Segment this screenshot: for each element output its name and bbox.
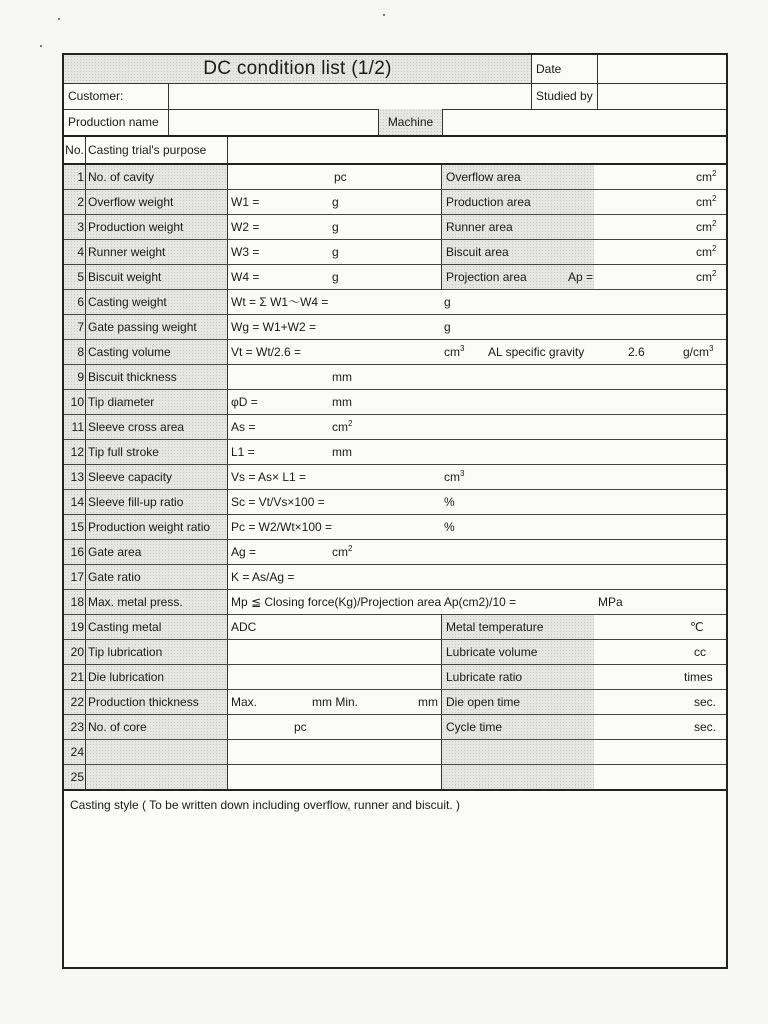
row-formula xyxy=(231,390,258,414)
row-unit xyxy=(418,690,438,714)
page-title: DC condition list (1/2) xyxy=(64,55,532,83)
row-item-label: Production weight ratio xyxy=(86,515,228,539)
table-row xyxy=(64,165,726,190)
no-header: No. xyxy=(64,137,86,163)
right-unit-text: sec. xyxy=(694,720,717,734)
right-unit xyxy=(696,265,716,289)
customer-label: Customer: xyxy=(64,83,169,109)
right-unit-exponent: 2 xyxy=(712,219,717,228)
row-unit xyxy=(444,465,464,489)
right-unit-text: cm xyxy=(696,270,712,284)
row-value-field[interactable] xyxy=(228,665,442,689)
row-item-label: Biscuit thickness xyxy=(86,365,228,389)
right-label-text: Lubricate ratio xyxy=(446,670,523,684)
row-formula-text: Ag = xyxy=(231,545,257,559)
row-value-field[interactable] xyxy=(228,165,442,189)
right-unit-text: cc xyxy=(694,645,706,659)
gravity-unit-text: g/cm xyxy=(683,345,710,359)
row-unit-exponent: 3 xyxy=(460,469,465,478)
row-number: 9 xyxy=(64,365,86,389)
row-formula xyxy=(231,615,256,639)
right-label-text: Metal temperature xyxy=(446,620,544,634)
row-unit xyxy=(332,190,339,214)
row-formula-text: Mp ≦ Closing force(Kg)/Projection area Ap(cm2)/10 = xyxy=(231,595,517,609)
row-unit-text: mm xyxy=(332,445,352,459)
right-unit xyxy=(696,240,716,264)
right-label xyxy=(442,265,594,289)
row-value-field[interactable] xyxy=(228,315,726,339)
row-value-field[interactable] xyxy=(228,590,726,614)
right-label-text: Biscuit area xyxy=(446,245,509,259)
table-row xyxy=(64,415,726,440)
right-value-field[interactable] xyxy=(594,715,726,739)
right-label xyxy=(442,690,594,714)
gravity-label-text: AL specific gravity xyxy=(488,345,585,359)
row-item-label: Gate passing weight xyxy=(86,315,228,339)
header-row-production xyxy=(64,109,726,135)
gravity-unit xyxy=(683,340,713,364)
table-row xyxy=(64,615,726,640)
row-item-label: Biscuit weight xyxy=(86,265,228,289)
row-value-field[interactable] xyxy=(228,490,726,514)
row-formula-text: L1 = xyxy=(231,445,255,459)
purpose-row xyxy=(64,137,726,165)
right-label-text: Production area xyxy=(446,195,531,209)
row-number: 17 xyxy=(64,565,86,589)
right-label-text: Runner area xyxy=(446,220,513,234)
row-value-field[interactable] xyxy=(228,540,726,564)
row-formula-text: ADC xyxy=(231,620,257,634)
row-formula xyxy=(231,315,316,339)
projection-ap-label: Ap = xyxy=(568,270,594,284)
right-unit xyxy=(694,640,706,664)
row-number: 6 xyxy=(64,290,86,314)
right-unit-text: cm xyxy=(696,245,712,259)
row-item-label: Tip diameter xyxy=(86,390,228,414)
table-row xyxy=(64,690,726,715)
purpose-label: Casting trial's purpose xyxy=(86,137,228,163)
customer-field[interactable] xyxy=(169,83,532,109)
row-unit xyxy=(444,490,455,514)
table-row xyxy=(64,290,726,315)
row-formula-text: W3 = xyxy=(231,245,260,259)
row-unit xyxy=(332,240,339,264)
row-unit xyxy=(294,715,307,739)
row-unit-text: MPa xyxy=(598,595,623,609)
row-number: 5 xyxy=(64,265,86,289)
right-unit xyxy=(694,715,716,739)
table-row xyxy=(64,665,726,690)
row-unit-text: g xyxy=(444,320,451,334)
table-row xyxy=(64,590,726,615)
row-number: 11 xyxy=(64,415,86,439)
table-row xyxy=(64,340,726,365)
row-formula-text: Pc = W2/Wt×100 = xyxy=(231,520,333,534)
right-unit-exponent: 2 xyxy=(712,194,717,203)
row-unit-text: pc xyxy=(294,720,307,734)
production-name-field[interactable] xyxy=(169,109,379,135)
row-unit xyxy=(332,540,352,564)
row-unit-text: cm xyxy=(332,545,348,559)
right-label xyxy=(442,765,594,789)
right-label-text: Cycle time xyxy=(446,720,503,734)
row-number: 8 xyxy=(64,340,86,364)
row-unit xyxy=(332,265,339,289)
row-value-field[interactable] xyxy=(228,565,726,589)
row-value-field[interactable] xyxy=(228,340,726,364)
row-value-field[interactable] xyxy=(228,615,442,639)
row-formula xyxy=(231,290,328,314)
row-number: 12 xyxy=(64,440,86,464)
row-item-label: Sleeve cross area xyxy=(86,415,228,439)
table-row xyxy=(64,540,726,565)
row-item-label: Overflow weight xyxy=(86,190,228,214)
row-number: 24 xyxy=(64,740,86,764)
row-formula-text: Max. xyxy=(231,695,258,709)
right-value-field[interactable] xyxy=(594,615,726,639)
right-value-field[interactable] xyxy=(594,640,726,664)
row-number: 21 xyxy=(64,665,86,689)
right-label xyxy=(442,190,594,214)
row-item-label xyxy=(86,765,228,789)
table-row xyxy=(64,240,726,265)
header-row-title xyxy=(64,55,726,84)
casting-style-label: Casting style ( To be written down including overflow, runner and biscuit. ) xyxy=(70,798,460,812)
row-unit-exponent: 2 xyxy=(348,544,353,553)
row-unit xyxy=(444,290,451,314)
production-name-label: Production name xyxy=(64,109,169,135)
machine-field[interactable] xyxy=(443,109,726,135)
table-row xyxy=(64,740,726,765)
right-label-text: Projection area xyxy=(446,270,527,284)
row-unit xyxy=(334,165,347,189)
right-value-field[interactable] xyxy=(594,265,726,289)
row-item-label: Production weight xyxy=(86,215,228,239)
row-unit xyxy=(444,515,455,539)
right-unit-exponent: 2 xyxy=(712,269,717,278)
row-formula xyxy=(231,415,255,439)
table-row xyxy=(64,515,726,540)
row-formula-text: Sc = Vt/Vs×100 = xyxy=(231,495,325,509)
row-number: 7 xyxy=(64,315,86,339)
row-formula-text: Vt = Wt/2.6 = xyxy=(231,345,302,359)
row-item-label: Gate area xyxy=(86,540,228,564)
row-number: 1 xyxy=(64,165,86,189)
studied-by-label: Studied by xyxy=(532,83,598,109)
row-unit-text: cm xyxy=(444,470,460,484)
row-number: 4 xyxy=(64,240,86,264)
right-label-text: Die open time xyxy=(446,695,521,709)
row-value-field[interactable] xyxy=(228,740,442,764)
row-formula xyxy=(231,490,325,514)
right-unit-text: times xyxy=(684,670,713,684)
row-value-field[interactable] xyxy=(228,265,442,289)
table-row xyxy=(64,640,726,665)
row-number: 15 xyxy=(64,515,86,539)
row-formula-text: W2 = xyxy=(231,220,260,234)
row-value-field[interactable] xyxy=(228,465,726,489)
right-unit-text: cm xyxy=(696,170,712,184)
row-number: 14 xyxy=(64,490,86,514)
row-unit xyxy=(332,365,352,389)
row-formula xyxy=(231,590,516,614)
table-row xyxy=(64,390,726,415)
row-item-label: Casting weight xyxy=(86,290,228,314)
row-unit-text: mm xyxy=(332,370,352,384)
row-number: 2 xyxy=(64,190,86,214)
table-row xyxy=(64,315,726,340)
row-formula xyxy=(231,565,294,589)
row-unit-exponent: 2 xyxy=(348,419,353,428)
right-unit-exponent: 2 xyxy=(712,244,717,253)
row-unit-text: mm xyxy=(332,395,352,409)
right-label xyxy=(442,615,594,639)
right-value-field[interactable] xyxy=(594,665,726,689)
right-label xyxy=(442,215,594,239)
row-formula-text: Wt = Σ W1～W4 = xyxy=(231,295,329,309)
studied-by-field[interactable] xyxy=(598,83,726,109)
row-value-field[interactable] xyxy=(228,390,726,414)
right-label xyxy=(442,740,594,764)
right-label xyxy=(442,165,594,189)
row-item-label: Runner weight xyxy=(86,240,228,264)
right-unit-exponent: 2 xyxy=(712,169,717,178)
row-item-label: Sleeve capacity xyxy=(86,465,228,489)
row-item-label: Max. metal press. xyxy=(86,590,228,614)
row-unit-exponent: 3 xyxy=(460,344,465,353)
date-label: Date xyxy=(532,55,598,83)
condition-table xyxy=(64,165,726,791)
row-formula-text: Vs = As× L1 = xyxy=(231,470,307,484)
right-unit xyxy=(684,665,713,689)
row-formula-text: W1 = xyxy=(231,195,260,209)
table-row xyxy=(64,490,726,515)
row-formula xyxy=(231,540,256,564)
row-item-label: Production thickness xyxy=(86,690,228,714)
row-unit-text: g xyxy=(332,245,339,259)
row-mid-label-text: mm Min. xyxy=(312,695,358,709)
row-item-label: Tip lubrication xyxy=(86,640,228,664)
row-formula xyxy=(231,215,259,239)
right-value-field[interactable] xyxy=(594,190,726,214)
row-number: 23 xyxy=(64,715,86,739)
row-unit-text: pc xyxy=(334,170,347,184)
row-number: 25 xyxy=(64,765,86,789)
row-unit-text: cm xyxy=(444,345,460,359)
row-number: 19 xyxy=(64,615,86,639)
purpose-field[interactable] xyxy=(228,137,726,163)
gravity-value-text: 2.6 xyxy=(628,345,645,359)
right-label xyxy=(442,640,594,664)
row-number: 13 xyxy=(64,465,86,489)
table-row xyxy=(64,465,726,490)
row-value-field[interactable] xyxy=(228,415,726,439)
row-number: 20 xyxy=(64,640,86,664)
row-formula xyxy=(231,465,306,489)
casting-style-area[interactable] xyxy=(64,791,726,1003)
row-formula xyxy=(231,690,257,714)
row-unit xyxy=(444,315,451,339)
right-value-field[interactable] xyxy=(594,215,726,239)
gravity-unit-exponent: 3 xyxy=(709,344,714,353)
header-row-customer xyxy=(64,83,726,110)
row-value-field[interactable] xyxy=(228,715,442,739)
right-value-field[interactable] xyxy=(594,740,726,764)
right-value-field[interactable] xyxy=(594,765,726,789)
row-value-field[interactable] xyxy=(228,690,442,714)
row-value-field[interactable] xyxy=(228,440,726,464)
right-unit xyxy=(696,215,716,239)
row-value-field[interactable] xyxy=(228,515,726,539)
row-number: 3 xyxy=(64,215,86,239)
row-value-field[interactable] xyxy=(228,365,726,389)
table-row xyxy=(64,365,726,390)
row-unit-text: cm xyxy=(332,420,348,434)
row-number: 18 xyxy=(64,590,86,614)
right-unit-text: sec. xyxy=(694,695,717,709)
row-formula-text: W4 = xyxy=(231,270,260,284)
right-value-field[interactable] xyxy=(594,165,726,189)
row-unit-text: g xyxy=(444,295,451,309)
table-row xyxy=(64,565,726,590)
row-unit xyxy=(332,440,352,464)
right-value-field[interactable] xyxy=(594,690,726,714)
row-mid-label xyxy=(312,690,358,714)
table-row xyxy=(64,190,726,215)
row-formula-text: K = As/Ag = xyxy=(231,570,295,584)
right-unit-text: cm xyxy=(696,195,712,209)
row-unit-text: g xyxy=(332,270,339,284)
right-label xyxy=(442,240,594,264)
row-formula xyxy=(231,440,255,464)
right-unit xyxy=(696,165,716,189)
row-item-label: No. of cavity xyxy=(86,165,228,189)
row-item-label: Casting metal xyxy=(86,615,228,639)
right-unit xyxy=(696,190,716,214)
row-unit-text: g xyxy=(332,195,339,209)
row-item-label xyxy=(86,740,228,764)
right-unit-text: ℃ xyxy=(690,620,704,634)
machine-label: Machine xyxy=(379,109,443,135)
row-formula xyxy=(231,240,259,264)
right-label xyxy=(442,715,594,739)
row-item-label: Tip full stroke xyxy=(86,440,228,464)
row-number: 16 xyxy=(64,540,86,564)
table-row xyxy=(64,715,726,740)
row-item-label: Die lubrication xyxy=(86,665,228,689)
row-formula xyxy=(231,515,332,539)
right-label-text: Overflow area xyxy=(446,170,521,184)
table-row xyxy=(64,265,726,290)
table-row xyxy=(64,215,726,240)
right-unit xyxy=(690,615,703,639)
gravity-label xyxy=(488,340,584,364)
row-value-field[interactable] xyxy=(228,640,442,664)
row-unit xyxy=(598,590,623,614)
row-item-label: No. of core xyxy=(86,715,228,739)
row-unit-text: g xyxy=(332,220,339,234)
row-unit xyxy=(332,215,339,239)
right-value-field[interactable] xyxy=(594,240,726,264)
right-label xyxy=(442,665,594,689)
row-number: 10 xyxy=(64,390,86,414)
row-unit xyxy=(332,390,352,414)
right-label-text: Lubricate volume xyxy=(446,645,538,659)
row-formula-text: Wg = W1+W2 = xyxy=(231,320,317,334)
row-value-field[interactable] xyxy=(228,240,442,264)
row-unit-text: % xyxy=(444,495,455,509)
row-item-label: Casting volume xyxy=(86,340,228,364)
table-row xyxy=(64,440,726,465)
row-number: 22 xyxy=(64,690,86,714)
row-unit-text: mm xyxy=(418,695,438,709)
form-header xyxy=(64,55,726,137)
row-formula-text: φD = xyxy=(231,395,258,409)
table-row xyxy=(64,765,726,791)
row-formula xyxy=(231,340,301,364)
row-value-field[interactable] xyxy=(228,290,726,314)
right-unit-text: cm xyxy=(696,220,712,234)
row-value-field[interactable] xyxy=(228,215,442,239)
row-value-field[interactable] xyxy=(228,190,442,214)
row-formula-text: As = xyxy=(231,420,256,434)
row-unit xyxy=(332,415,352,439)
row-unit xyxy=(444,340,464,364)
date-field[interactable] xyxy=(598,55,726,83)
row-item-label: Sleeve fill-up ratio xyxy=(86,490,228,514)
row-unit-text: % xyxy=(444,520,455,534)
row-item-label: Gate ratio xyxy=(86,565,228,589)
row-value-field[interactable] xyxy=(228,765,442,789)
row-formula xyxy=(231,190,259,214)
gravity-value xyxy=(628,340,645,364)
right-unit xyxy=(694,690,716,714)
dc-condition-form xyxy=(62,53,728,969)
row-formula xyxy=(231,265,259,289)
